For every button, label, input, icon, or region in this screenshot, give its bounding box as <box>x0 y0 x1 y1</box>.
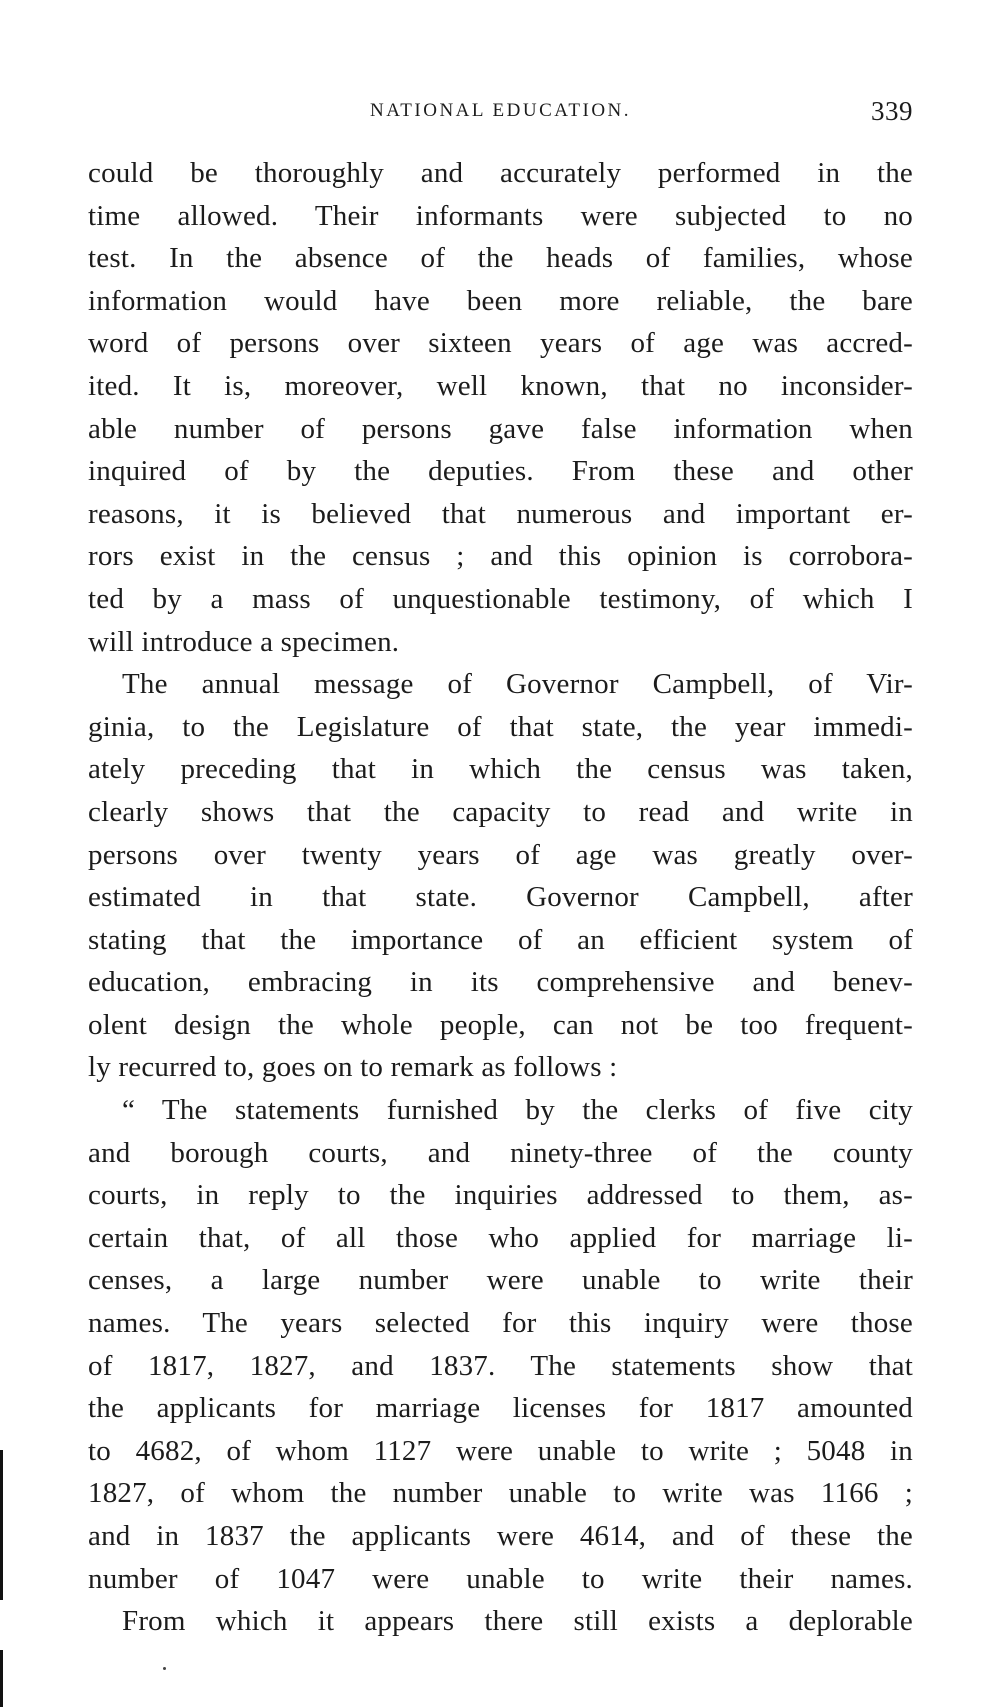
text-line: education, embracing in its comprehensive and benev- <box>88 966 913 999</box>
text-line: certain that, of all those who applied for marriage li- <box>88 1221 913 1254</box>
page-number: 339 <box>871 96 913 126</box>
quote-start-line: “ The statements furnished by the clerks of five city <box>122 1094 913 1127</box>
paragraph-end-line: ly recurred to, goes on to remark as follows : <box>88 1051 618 1084</box>
text-line: number of 1047 were unable to write their names. <box>88 1562 913 1595</box>
text-line: names. The years selected for this inquiry were those <box>88 1307 913 1340</box>
text-line: the applicants for marriage licenses for 1817 amounted <box>88 1392 913 1425</box>
body-text <box>88 152 913 1643</box>
text-line: rors exist in the census ; and this opinion is corrobora- <box>88 540 913 573</box>
text-line: olent design the whole people, can not be too frequent- <box>88 1008 913 1041</box>
text-line: able number of persons gave false information when <box>88 412 913 445</box>
text-line: ited. It is, moreover, well known, that no inconsider- <box>88 369 913 402</box>
scan-edge-mark <box>0 1650 3 1707</box>
text-line: ately preceding that in which the census was taken, <box>88 753 913 786</box>
scan-speck <box>163 1667 166 1670</box>
scan-edge-mark <box>0 1450 3 1600</box>
text-line: of 1817, 1827, and 1837. The statements show that <box>88 1349 913 1382</box>
text-line: 1827, of whom the number unable to write was 1166 ; <box>88 1477 913 1510</box>
text-line: From which it appears there still exists a deplorable <box>122 1605 913 1638</box>
text-line: information would have been more reliable, the bare <box>88 284 913 317</box>
text-line: and borough courts, and ninety-three of the county <box>88 1136 913 1169</box>
paragraph-start-line: The annual message of Governor Campbell, of Vir- <box>122 668 913 701</box>
text-line: estimated in that state. Governor Campbell, after <box>88 881 913 914</box>
text-line: could be thoroughly and accurately performed in the <box>88 157 913 189</box>
text-line: courts, in reply to the inquiries addressed to them, as- <box>88 1179 913 1212</box>
text-line: ginia, to the Legislature of that state, the year immedi- <box>88 710 913 743</box>
text-line: censes, a large number were unable to write their <box>88 1264 913 1297</box>
paragraph-end-line: will introduce a specimen. <box>88 625 400 658</box>
running-title: NATIONAL EDUCATION. <box>369 100 632 121</box>
text-line: reasons, it is believed that numerous and important er- <box>88 497 913 530</box>
text-line: and in 1837 the applicants were 4614, and of these the <box>88 1520 913 1552</box>
text-line: test. In the absence of the heads of families, whose <box>88 242 913 275</box>
text-line: clearly shows that the capacity to read and write in <box>88 795 913 828</box>
text-line: persons over twenty years of age was greatly over- <box>88 838 913 871</box>
text-line: time allowed. Their informants were subjected to no <box>88 199 913 232</box>
text-line: to 4682, of whom 1127 were unable to write ; 5048 in <box>88 1434 913 1467</box>
text-line: word of persons over sixteen years of age was accred- <box>88 327 913 360</box>
text-line: ted by a mass of unquestionable testimony, of which I <box>88 582 913 615</box>
text-line: inquired of by the deputies. From these and other <box>88 455 913 488</box>
running-head <box>88 96 913 136</box>
text-line: stating that the importance of an efficient system of <box>88 923 913 956</box>
